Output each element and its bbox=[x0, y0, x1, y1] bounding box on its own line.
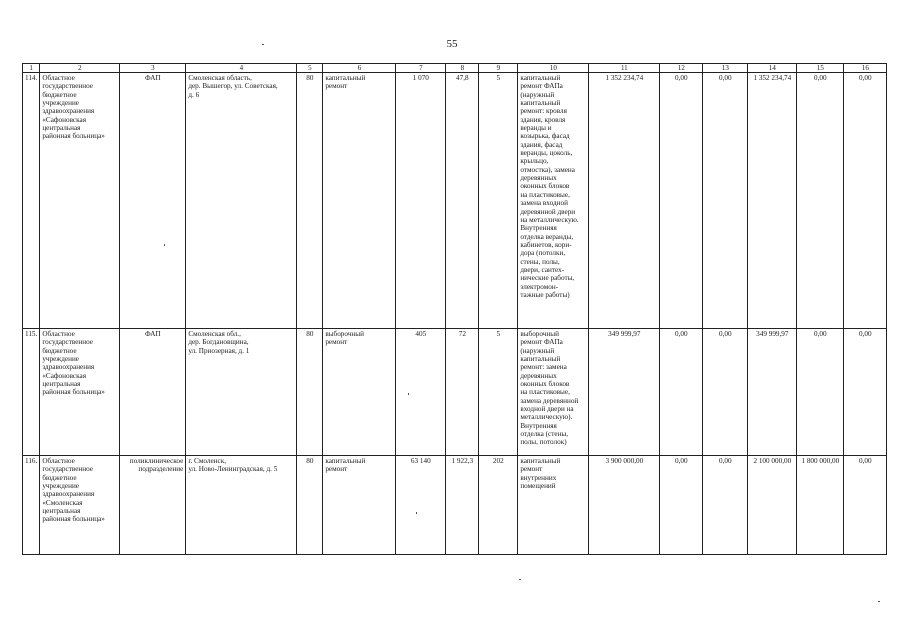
col13-amount-cell: 0,00 bbox=[703, 73, 748, 329]
header-cell: 9 bbox=[479, 64, 518, 73]
institution-cell: Областное государственное бюджетное учреждение здравоохранения «Смоленская центральная районная больница» bbox=[40, 456, 120, 555]
address-cell: г. Смоленск, ул. Ново-Ленинградская, д. 5 bbox=[186, 456, 297, 555]
col13-amount-cell: 0,00 bbox=[703, 456, 748, 555]
col14-amount-cell: 1 352 234,74 bbox=[748, 73, 797, 329]
header-cell: 10 bbox=[518, 64, 589, 73]
repair-type-cell: капитальный ремонт bbox=[323, 456, 396, 555]
scan-speck bbox=[262, 44, 264, 45]
col15-amount-cell: 0,00 bbox=[797, 329, 844, 456]
column-number-row bbox=[23, 64, 887, 73]
col12-amount-cell: 0,00 bbox=[660, 73, 703, 329]
header-cell: 8 bbox=[446, 64, 479, 73]
header-cell: 4 bbox=[186, 64, 297, 73]
repair-type-cell: выборочный ремонт bbox=[323, 329, 396, 456]
col16-amount-cell: 0,00 bbox=[844, 329, 887, 456]
col8-cell: 72 bbox=[446, 329, 479, 456]
institution-cell: Областное государственное бюджетное учреждение здравоохранения «Сафоновская центральная районная больница» bbox=[40, 329, 120, 456]
facility-type-cell: ФАП bbox=[120, 73, 186, 329]
works-description-cell: выборочный ремонт ФАПа (наружный капитальный ремонт: замена деревянных оконных блоков на пластиковые, замена деревянной входной двери на металлическую). Внутренняя отделка (стены, полы, потолок) bbox=[518, 329, 589, 456]
table-row bbox=[23, 329, 887, 456]
repair-table bbox=[22, 63, 887, 555]
facility-type-cell: ФАП bbox=[120, 329, 186, 456]
row-number: 114. bbox=[23, 73, 40, 329]
repair-type-cell: капитальный ремонт bbox=[323, 73, 396, 329]
header-cell: 3 bbox=[120, 64, 186, 73]
col5-cell: 80 bbox=[297, 73, 323, 329]
total-amount-cell: 3 900 000,00 bbox=[589, 456, 660, 555]
table-row bbox=[23, 73, 887, 329]
scan-speck bbox=[164, 244, 165, 246]
col9-cell: 5 bbox=[479, 73, 518, 329]
col8-cell: 47,8 bbox=[446, 73, 479, 329]
col15-amount-cell: 0,00 bbox=[797, 73, 844, 329]
row-number: 116. bbox=[23, 456, 40, 555]
col16-amount-cell: 0,00 bbox=[844, 73, 887, 329]
scan-speck bbox=[416, 512, 417, 514]
header-cell: 13 bbox=[703, 64, 748, 73]
col7-cell: 63 140 bbox=[396, 456, 446, 555]
scan-speck bbox=[878, 601, 880, 602]
col7-cell: 1 070 bbox=[396, 73, 446, 329]
col8-cell: 1 922,3 bbox=[446, 456, 479, 555]
address-cell: Смоленская область, дер. Вышегор, ул. Советская, д. 6 bbox=[186, 73, 297, 329]
table-row bbox=[23, 456, 887, 555]
header-cell: 2 bbox=[40, 64, 120, 73]
works-description-cell: капитальный ремонт внутренних помещений bbox=[518, 456, 589, 555]
header-cell: 14 bbox=[748, 64, 797, 73]
total-amount-cell: 349 999,97 bbox=[589, 329, 660, 456]
col9-cell: 202 bbox=[479, 456, 518, 555]
col13-amount-cell: 0,00 bbox=[703, 329, 748, 456]
row-number: 115. bbox=[23, 329, 40, 456]
facility-type-cell: поликлиническое подразделение bbox=[120, 456, 186, 555]
col14-amount-cell: 349 999,97 bbox=[748, 329, 797, 456]
col5-cell: 80 bbox=[297, 329, 323, 456]
col12-amount-cell: 0,00 bbox=[660, 329, 703, 456]
col9-cell: 5 bbox=[479, 329, 518, 456]
page-number: 55 bbox=[446, 38, 458, 50]
col7-cell: 405 bbox=[396, 329, 446, 456]
header-cell: 12 bbox=[660, 64, 703, 73]
header-cell: 7 bbox=[396, 64, 446, 73]
col14-amount-cell: 2 100 000,00 bbox=[748, 456, 797, 555]
header-cell: 16 bbox=[844, 64, 887, 73]
header-cell: 6 bbox=[323, 64, 396, 73]
institution-cell: Областное государственное бюджетное учреждение здравоохранения «Сафоновская центральная районная больница» bbox=[40, 73, 120, 329]
header-cell: 1 bbox=[23, 64, 40, 73]
header-cell: 5 bbox=[297, 64, 323, 73]
col15-amount-cell: 1 800 000,00 bbox=[797, 456, 844, 555]
scan-speck bbox=[519, 579, 521, 580]
col5-cell: 80 bbox=[297, 456, 323, 555]
address-cell: Смоленская обл., дер. Богдановщина, ул. Приозерная, д. 1 bbox=[186, 329, 297, 456]
col16-amount-cell: 0,00 bbox=[844, 456, 887, 555]
header-cell: 15 bbox=[797, 64, 844, 73]
total-amount-cell: 1 352 234,74 bbox=[589, 73, 660, 329]
col12-amount-cell: 0,00 bbox=[660, 456, 703, 555]
header-cell: 11 bbox=[589, 64, 660, 73]
works-description-cell: капитальный ремонт ФАПа (наружный капитальный ремонт: кровля здания, кровля веранды и козырька, фасад здания, фасад веранды, цоколь, крыльцо, отмостка), замена деревянных оконных блоков на пластиковые, замена входной деревянной двери на металлическую. Внутренняя отделка веранды, кабинетов, кори- дора (потолки, стены, полы, двери, сантех- нические работы, электромон- тажные работы) bbox=[518, 73, 589, 329]
scan-speck bbox=[408, 393, 409, 395]
